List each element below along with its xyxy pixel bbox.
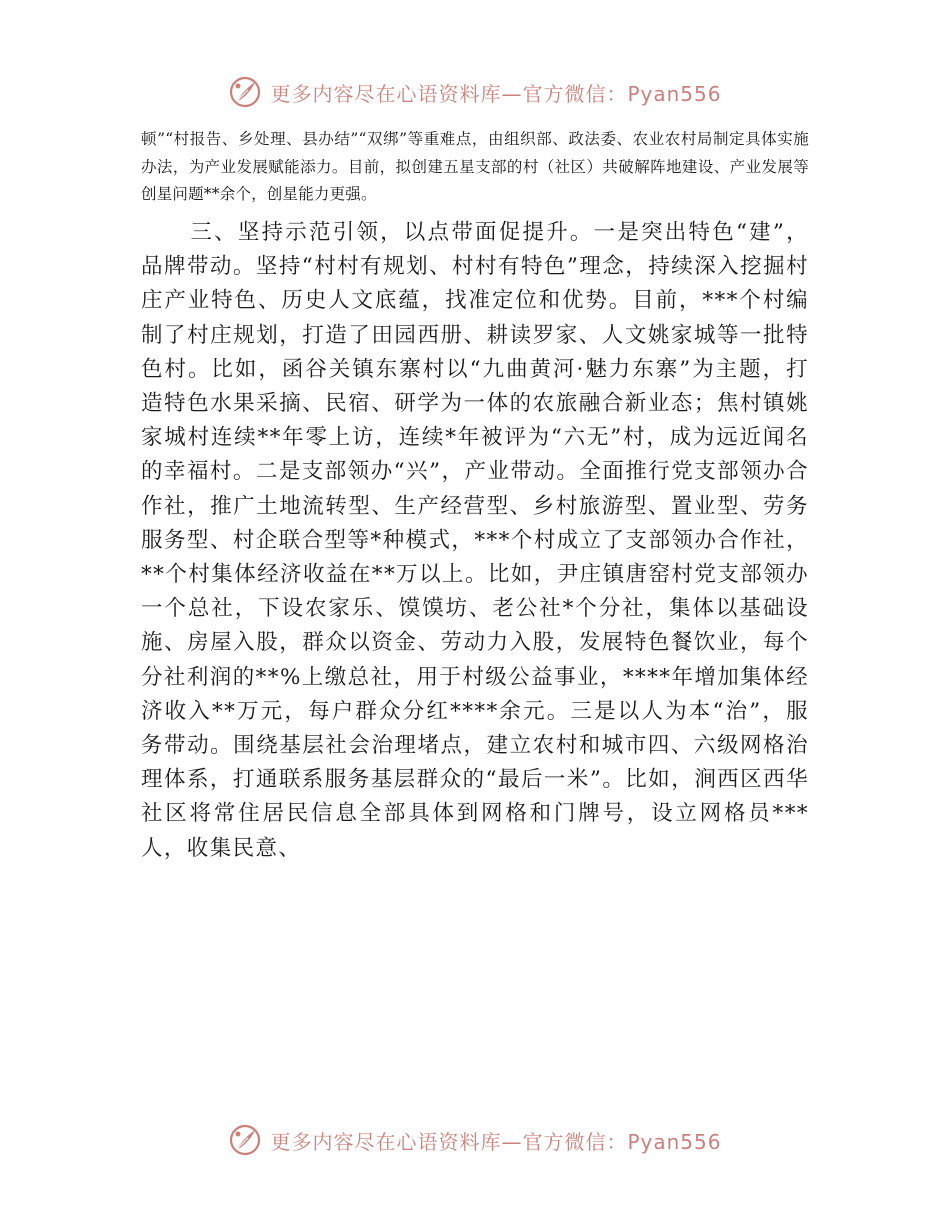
main-paragraph: 三、坚持示范引领，以点带面促提升。一是突出特色“建”，品牌带动。坚持“村村有规划、村村有特色”理念，持续深入挖掘村庄产业特色、历史人文底蕴，找准定位和优势。目前，***个村编制了村庄规划，打造了田园西册、耕读罗家、人文姚家城等一批特色村。比如，函谷关镇东寨村以“九曲黄河·魅力东寨”为主题，打造特色水果采摘、民宿、研学为一体的农旅融合新业态；焦村镇姚家城村连续**年零上访，连续*年被评为“六无”村，成为远近闻名的幸福村。二是支部领办“兴”，产业带动。全面推行党支部领办合作社，推广土地流转型、生产经营型、乡村旅游型、置业型、劳务服务型、村企联合型等*种模式，***个村成立了支部领办合作社，**个村集体经济收益在**万以上。比如，尹庄镇唐窑村党支部领办一个总社，下设农家乐、馍馍坊、老公社*个分社，集体以基础设施、房屋入股，群众以资金、劳动力入股，发展特色餐饮业，每个分社利润的**%上缴总社，用于村级公益事业，****年增加集体经济收入**万元，每户群众分红****余元。三是以人为本“治”，服务带动。围绕基层社会治理堵点，建立农村和城市四、六级网格治理体系，打通联系服务基层群众的“最后一米”。比如，涧西区西华社区将常住居民信息全部具体到网格和门牌号，设立网格员***人，收集民意、: [141, 220, 809, 861]
watermark-text: 更多内容尽在心语资料库—官方微信：Pyan556: [270, 1129, 722, 1154]
feather-pen-logo-icon: [228, 1123, 262, 1157]
continuation-paragraph: 顿”“村报告、乡处理、县办结”“双绑”等重难点，由组织部、政法委、农业农村局制定具体实施办法，为产业发展赋能添力。目前，拟创建五星支部的村（社区）共破解阵地建设、产业发展等创星问题**余个，创星能力更强。: [141, 130, 809, 203]
feather-pen-logo-icon: [228, 75, 262, 109]
footer-watermark: [0, 1120, 950, 1160]
header-watermark: [0, 72, 950, 112]
watermark-text: 更多内容尽在心语资料库—官方微信：Pyan556: [270, 81, 722, 106]
